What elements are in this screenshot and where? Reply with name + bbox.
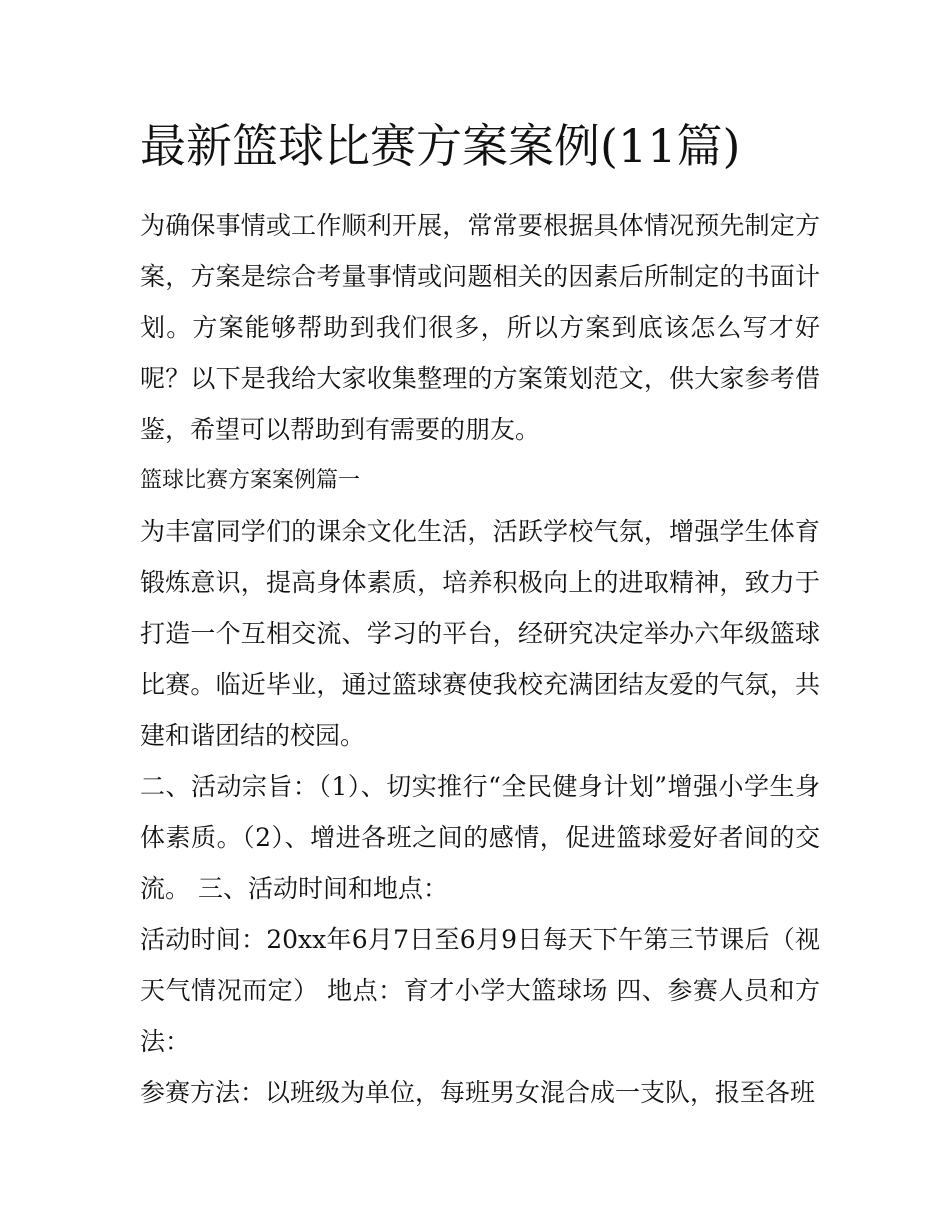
body-paragraph: 二、活动宗旨：（1）、切实推行“全民健身计划”增强小学生身体素质。（2）、增进各班之间的感情，促进篮球爱好者间的交流。 三、活动时间和地点：	[140, 772, 820, 903]
body-paragraph: 参赛方法：以班级为单位，每班男女混合成一支队，报至各班	[140, 1078, 816, 1107]
section-heading: 篮球比赛方案案例篇一	[140, 468, 361, 493]
body-paragraph: 为丰富同学们的课余文化生活，活跃学校气氛，增强学生体育锻炼意识，提高身体素质，培养积极向上的进取精神，致力于打造一个互相交流、学习的平台，经研究决定举办六年级篮球比赛。临近毕业，通过篮球赛使我校充满团结友爱的气氛，共建和谐团结的校园。	[140, 517, 820, 750]
document-body	[140, 200, 820, 1118]
intro-paragraph: 为确保事情或工作顺利开展，常常要根据具体情况预先制定方案，方案是综合考量事情或问题相关的因素后所制定的书面计划。方案能够帮助到我们很多，所以方案到底该怎么写才好呢？以下是我给大家收集整理的方案策划范文，供大家参考借鉴，希望可以帮助到有需要的朋友。	[140, 211, 820, 444]
document-title: 最新篮球比赛方案案例(11篇)	[140, 119, 741, 173]
body-paragraph: 活动时间：20xx年6月7日至6月9日每天下午第三节课后（视天气情况而定） 地点：育才小学大篮球场 四、参赛人员和方法：	[140, 925, 820, 1056]
